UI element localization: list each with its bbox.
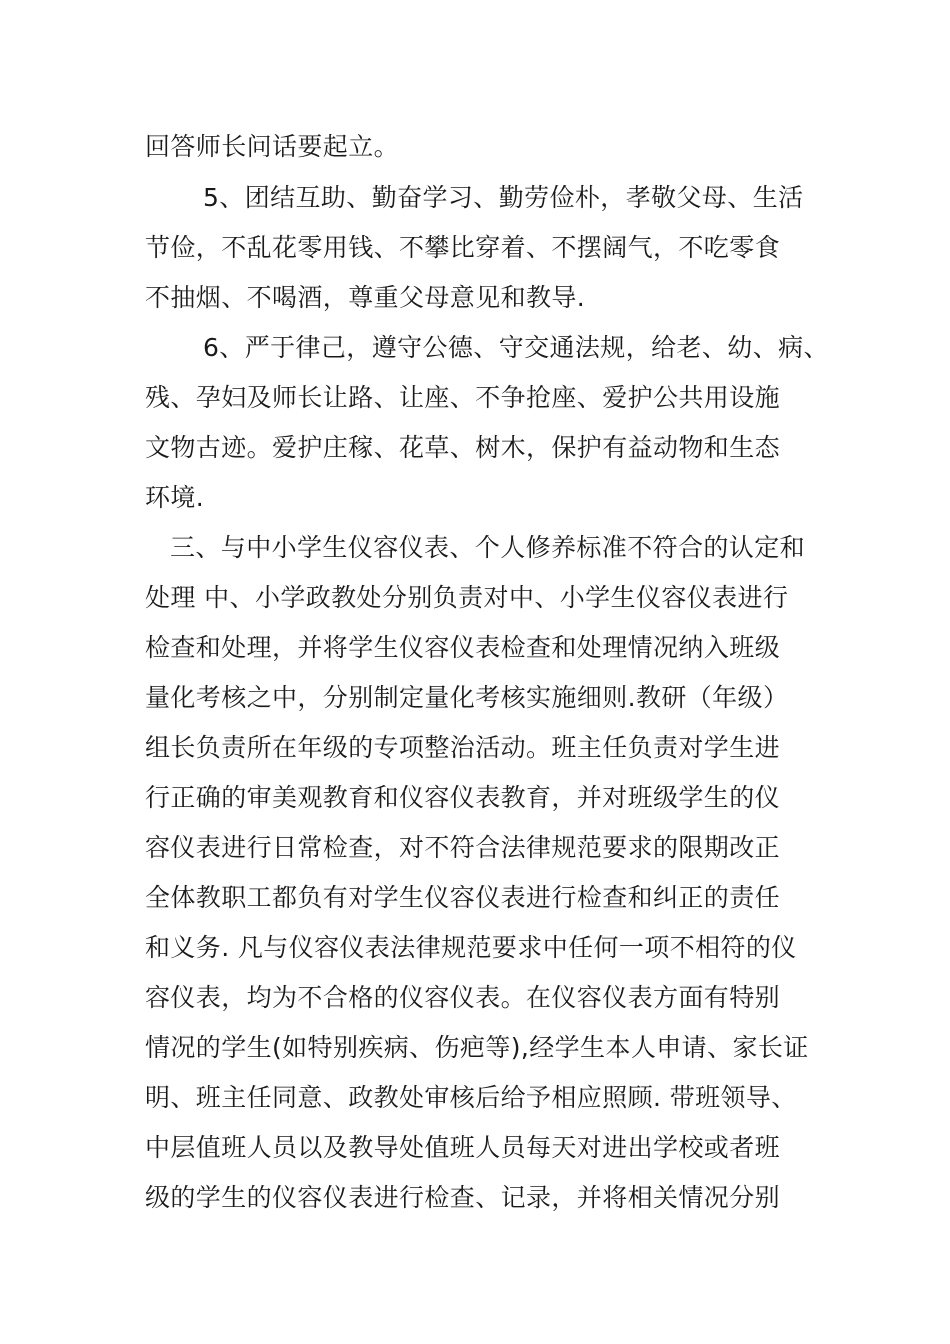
text-line: 情况的学生(如特别疾病、伤疤等),经学生本人申请、家长证 bbox=[145, 1033, 809, 1062]
text-line: 明、班主任同意、政教处审核后给予相应照顾. 带班领导、 bbox=[145, 1083, 797, 1112]
text-line: 组长负责所在年级的专项整治活动。班主任负责对学生进 bbox=[145, 733, 781, 762]
section-heading-line: 三、与中小学生仪容仪表、个人修养标准不符合的认定和 bbox=[170, 533, 806, 562]
text-line: 量化考核之中，分别制定量化考核实施细则.教研（年级） bbox=[145, 683, 789, 712]
text-line: 检查和处理，并将学生仪容仪表检查和处理情况纳入班级 bbox=[145, 633, 781, 662]
text-line: 5、团结互助、勤奋学习、勤劳俭朴，孝敬父母、生活 bbox=[203, 183, 804, 212]
text-line: 全体教职工都负有对学生仪容仪表进行检查和纠正的责任 bbox=[145, 883, 781, 912]
text-line: 节俭，不乱花零用钱、不攀比穿着、不摆阔气，不吃零食 bbox=[145, 233, 781, 262]
text-line: 容仪表进行日常检查，对不符合法律规范要求的限期改正 bbox=[145, 833, 781, 862]
text-line: 文物古迹。爱护庄稼、花草、树木，保护有益动物和生态 bbox=[145, 433, 781, 462]
text-line: 6、严于律己，遵守公德、守交通法规，给老、幼、病、 bbox=[203, 333, 829, 362]
text-line: 回答师长问话要起立。 bbox=[145, 132, 400, 161]
text-line: 处理 中、小学政教处分别负责对中、小学生仪容仪表进行 bbox=[145, 583, 789, 612]
text-line: 容仪表，均为不合格的仪容仪表。在仪容仪表方面有特别 bbox=[145, 983, 781, 1012]
text-line: 和义务. 凡与仪容仪表法律规范要求中任何一项不相符的仪 bbox=[145, 933, 797, 962]
text-line: 行正确的审美观教育和仪容仪表教育，并对班级学生的仪 bbox=[145, 783, 781, 812]
text-line: 环境. bbox=[145, 483, 205, 512]
text-line: 不抽烟、不喝酒，尊重父母意见和教导. bbox=[145, 283, 586, 312]
text-line: 中层值班人员以及教导处值班人员每天对进出学校或者班 bbox=[145, 1133, 781, 1162]
text-line: 残、孕妇及师长让路、让座、不争抢座、爱护公共用设施 bbox=[145, 383, 781, 412]
text-line: 级的学生的仪容仪表进行检查、记录，并将相关情况分别 bbox=[145, 1183, 781, 1212]
